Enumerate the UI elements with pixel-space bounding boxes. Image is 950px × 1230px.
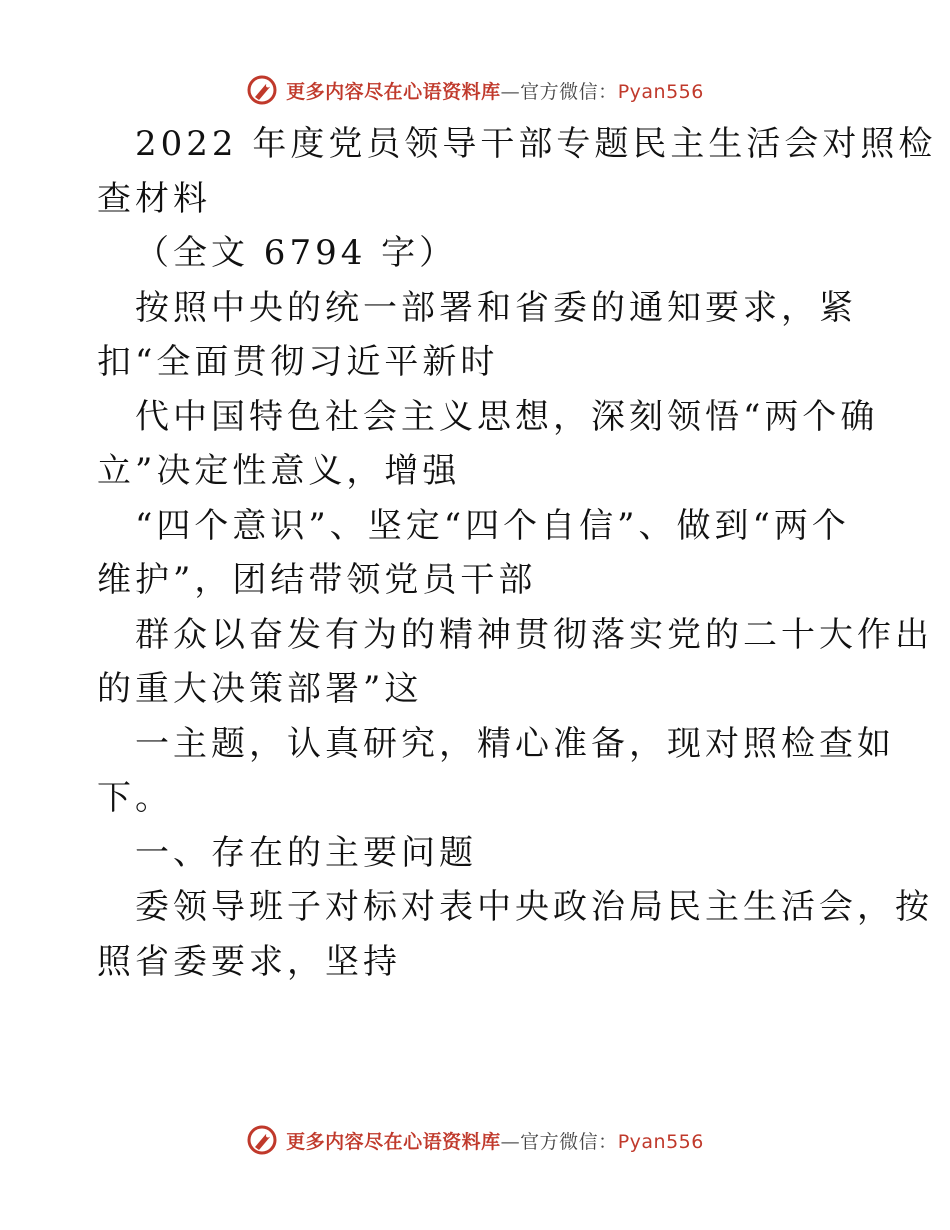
watermark-header bbox=[0, 70, 950, 110]
paragraph-line: 代中国特色社会主义思想，深刻领悟“两个确 bbox=[135, 396, 879, 437]
paragraph-line: 群众以奋发有为的精神贯彻落实党的二十大作出 bbox=[135, 614, 933, 655]
section-heading: 一、存在的主要问题 bbox=[135, 832, 477, 873]
watermark-official: 官方微信： bbox=[520, 1130, 618, 1153]
paragraph-line: 照省委要求，坚持 bbox=[97, 941, 401, 982]
paragraph-line: 下。 bbox=[97, 778, 173, 818]
pen-nib-circle-icon bbox=[246, 1124, 278, 1156]
document-title-line-1: 2022 年度党员领导干部专题民主生活会对照检 bbox=[135, 124, 937, 164]
paragraph-line: 维护”，团结带领党员干部 bbox=[97, 560, 537, 600]
watermark-text bbox=[286, 1127, 704, 1154]
watermark-text bbox=[286, 77, 704, 104]
watermark-account: Pyan556 bbox=[617, 80, 704, 103]
watermark-footer bbox=[0, 1120, 950, 1160]
watermark-account: Pyan556 bbox=[617, 1130, 704, 1153]
paragraph-line: “四个意识”、坚定“四个自信”、做到“两个 bbox=[135, 505, 850, 546]
watermark-brand: 更多内容尽在心语资料库 bbox=[286, 1130, 501, 1153]
document-title-line-2: 查材料 bbox=[97, 178, 211, 219]
document-word-count: （全文 6794 字） bbox=[135, 233, 458, 273]
paragraph-line: 一主题，认真研究，精心准备，现对照检查如 bbox=[135, 723, 895, 764]
paragraph-line: 的重大决策部署”这 bbox=[97, 669, 423, 709]
paragraph-line: 立”决定性意义，增强 bbox=[97, 451, 461, 491]
watermark-separator: — bbox=[500, 80, 521, 103]
paragraph-line: 按照中央的统一部署和省委的通知要求，紧 bbox=[135, 287, 857, 328]
document-body bbox=[97, 122, 937, 994]
watermark-official: 官方微信： bbox=[520, 80, 618, 103]
watermark-separator: — bbox=[500, 1130, 521, 1153]
pen-nib-circle-icon bbox=[246, 74, 278, 106]
watermark-brand: 更多内容尽在心语资料库 bbox=[286, 80, 501, 103]
paragraph-line: 扣“全面贯彻习近平新时 bbox=[97, 342, 499, 382]
paragraph-line: 委领导班子对标对表中央政治局民主生活会，按 bbox=[135, 887, 933, 927]
